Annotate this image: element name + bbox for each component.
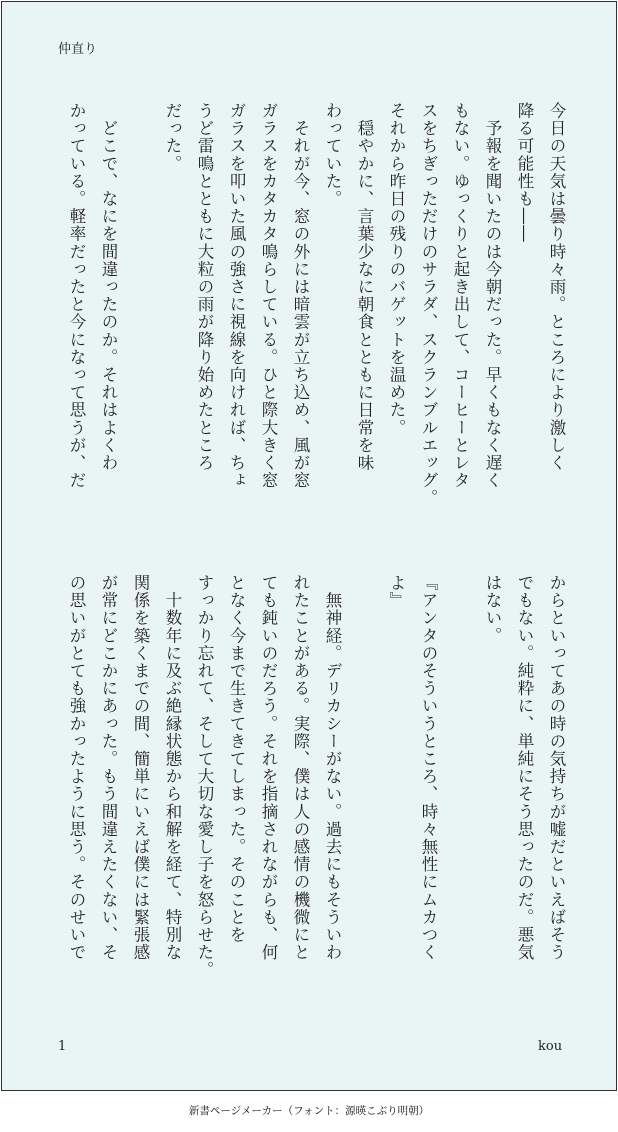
footer-caption: 新書ページメーカー（フォント：源暎こぶり明朝） bbox=[188, 1105, 430, 1117]
upper-text-line: だった。 bbox=[163, 102, 182, 173]
upper-text-line: 予報を聞いたのは今朝だった。早くもなく遅く bbox=[483, 102, 502, 490]
upper-text-line: もない。ゆっくりと起き出して、コーヒーとレタ bbox=[451, 102, 470, 490]
upper-text-line: それから昨日の残りのバゲットを温めた。 bbox=[387, 102, 406, 437]
lower-text-block bbox=[60, 574, 572, 1024]
lower-text-line bbox=[444, 574, 476, 1024]
upper-text-line: スをちぎっただけのサラダ、スクランブルエッグ。 bbox=[419, 102, 438, 507]
lower-text-line: が常にどこかにあった。もう間違えたくない、そ bbox=[99, 574, 118, 962]
lower-text-line: はない。 bbox=[483, 574, 502, 645]
upper-text-line: かっている。軽率だったと今になって思うが、だ bbox=[67, 102, 86, 490]
lower-text-line: となく今まで生きてきてしまった。そのことを bbox=[227, 574, 246, 944]
upper-text-line: どこで、なにを間違ったのか。それはよくわ bbox=[99, 102, 118, 472]
lower-text-line: 十数年に及ぶ絶縁状態から和解を経て、特別な bbox=[163, 574, 182, 962]
upper-text-line bbox=[124, 102, 156, 552]
lower-text-line: ても鈍いのだろう。それを指摘されながらも、何 bbox=[259, 574, 278, 962]
upper-text-line: 降る可能性も―― bbox=[515, 102, 534, 243]
upper-text-line: わっていた。 bbox=[323, 102, 342, 208]
lower-text-line bbox=[348, 574, 380, 1024]
lower-text-line: からといってあの時の気持ちが嘘だといえばそう bbox=[547, 574, 566, 962]
page-header-title: 仲直り bbox=[58, 42, 98, 57]
upper-text-line: それが今、窓の外には暗雲が立ち込め、風が窓 bbox=[291, 102, 310, 490]
author-name: kou bbox=[538, 1039, 563, 1054]
lower-text-line: 関係を築くまでの間、簡単にいえば僕には緊張感 bbox=[131, 574, 150, 962]
upper-text-line: 今日の天気は曇り時々雨。ところにより激しく bbox=[547, 102, 566, 472]
page-number: 1 bbox=[58, 1039, 67, 1054]
lower-text-line: すっかり忘れて、そして大切な愛し子を怒らせた。 bbox=[195, 574, 214, 979]
book-page bbox=[1, 1, 617, 1091]
lower-text-line: れたことがある。実際、僕は人の感情の機微にと bbox=[291, 574, 310, 962]
upper-text-line: うど雷鳴とともに大粒の雨が降り始めたところ bbox=[195, 102, 214, 472]
upper-text-block bbox=[60, 102, 572, 552]
upper-text-line: ガラスをカタカタ鳴らしている。ひと際大きく窓 bbox=[259, 102, 278, 490]
upper-text-line: ガラスを叩いた風の強さに視線を向ければ、ちょ bbox=[227, 102, 246, 490]
lower-text-line: の思いがとても強かったように思う。そのせいで bbox=[67, 574, 86, 962]
lower-text-line: でもない。純粋に、単純にそう思ったのだ。悪気 bbox=[515, 574, 534, 962]
lower-text-line: 『アンタのそういうところ、時々無性にムカつく bbox=[419, 574, 438, 962]
upper-text-line: 穏やかに、言葉少なに朝食とともに日常を味 bbox=[355, 102, 374, 472]
lower-text-line: よ』 bbox=[387, 574, 406, 610]
lower-text-line: 無神経。デリカシーがない。過去にもそういわ bbox=[323, 574, 342, 962]
